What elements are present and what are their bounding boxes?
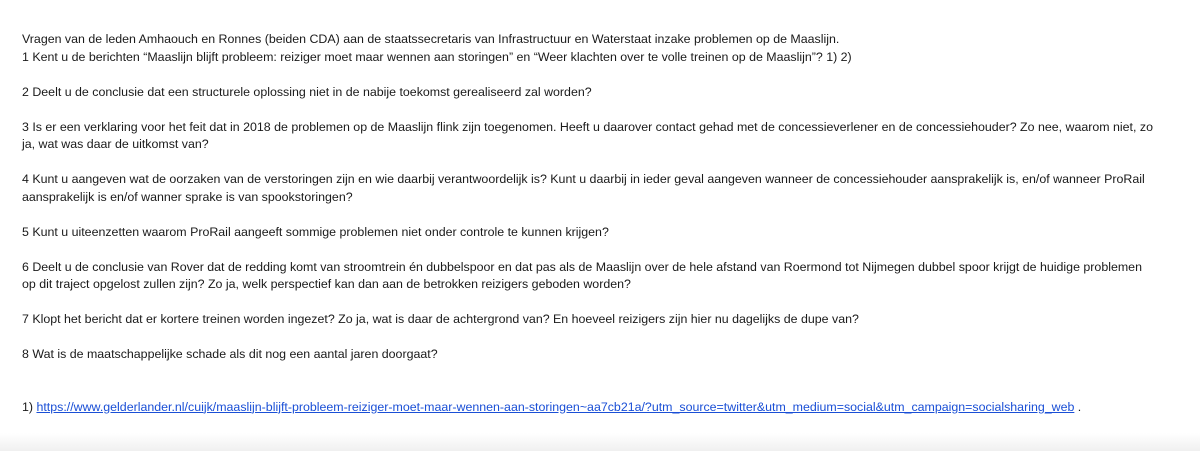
question-line: 7 Klopt het bericht dat er kortere treinen worden ingezet? Zo ja, wat is daar de achtergrond van? En hoeveel reizigers zijn hier nu dagelijks de dupe van? — [22, 312, 859, 326]
question-line: 3 Is er een verklaring voor het feit dat in 2018 de problemen op de Maaslijn flink zijn toegenomen. Heeft u daarover contact gehad met de concessieverlener en de concessiehouder? Zo nee, waarom niet, zo — [22, 119, 1153, 134]
question-line: ja, wat was daar de uitkomst van? — [22, 137, 209, 151]
question-3 — [22, 119, 1182, 154]
question-line: op dit traject opgelost zullen zijn? Zo ja, welk perspectief kan dan aan de betrokken reizigers geboden worden? — [22, 277, 631, 291]
question-line: 4 Kunt u aangeven wat de oorzaken van de verstoringen zijn en wie daarbij verantwoordelijk is? Kunt u daarbij in ieder geval aangeven wanneer de concessiehouder aansprakelijk is, en/of wanneer ProRail — [22, 172, 1145, 186]
question-line: 2 Deelt u de conclusie dat een structurele oplossing niet in de nabije toekomst gerealiseerd zal worden? — [22, 84, 592, 99]
question-7 — [22, 311, 1182, 329]
question-4 — [22, 171, 1182, 206]
reference-link[interactable]: https://www.gelderlander.nl/cuijk/maaslijn-blijft-probleem-reiziger-moet-maar-wennen-aan-storingen~aa7cb21a/?utm_source=twitter&utm_medium=social&utm_campaign=socialsharing_web — [36, 399, 1075, 414]
question-2 — [22, 84, 1182, 102]
reference-1 — [22, 399, 1182, 417]
question-line: 5 Kunt u uiteenzetten waarom ProRail aangeeft sommige problemen niet onder controle te kunnen krijgen? — [22, 224, 609, 239]
bottom-shadow — [0, 433, 1200, 451]
intro-line: Vragen van de leden Amhaouch en Ronnes (beiden CDA) aan de staatssecretaris van Infrastructuur en Waterstaat inzake problemen op de Maaslijn. — [22, 32, 840, 46]
question-line: 6 Deelt u de conclusie van Rover dat de redding komt van stroomtrein én dubbelspoor en dat pas als de Maaslijn over de hele afstand van Roermond tot Nijmegen dubbel spoor krijgt de huidige problemen — [22, 259, 1142, 274]
question-6 — [22, 259, 1182, 294]
question-1: 1 Kent u de berichten “Maaslijn blijft probleem: reiziger moet maar wennen aan storingen” en “Weer klachten over te volle treinen op de Maaslijn”? 1) 2) — [22, 49, 852, 64]
reference-label: 1) — [22, 399, 37, 414]
question-8 — [22, 346, 1182, 364]
question-line: aansprakelijk is en/of wanner sprake is van spookstoringen? — [22, 189, 353, 204]
document-body — [22, 31, 1182, 451]
question-line: 8 Wat is de maatschappelijke schade als dit nog een aantal jaren doorgaat? — [22, 347, 438, 361]
question-5 — [22, 224, 1182, 242]
reference-suffix: . — [1074, 399, 1082, 414]
